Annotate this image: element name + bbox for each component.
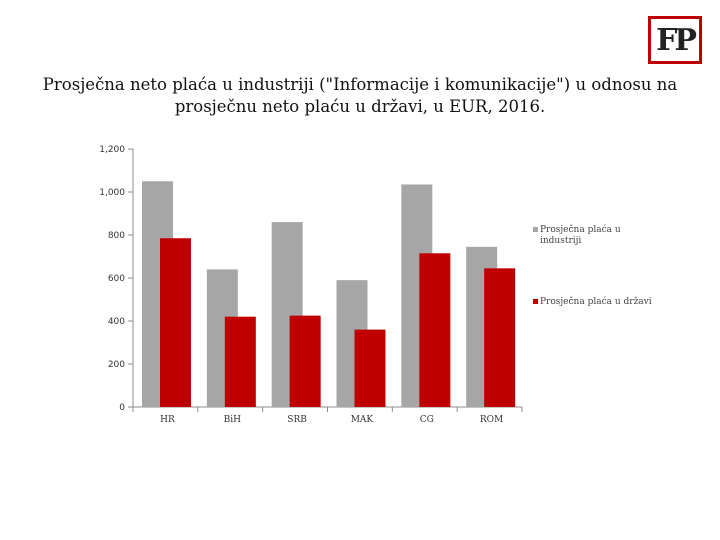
y-tick-label: 400 xyxy=(107,317,125,327)
legend-label-country: Prosječna plaća u državi xyxy=(540,297,652,307)
chart-bars xyxy=(142,181,515,407)
bar-country-hr xyxy=(160,238,191,407)
y-tick-label: 1,200 xyxy=(99,145,125,155)
x-category-label: BiH xyxy=(223,415,241,425)
bar-country-cg xyxy=(419,253,450,407)
x-category-label: ROM xyxy=(479,415,504,425)
bar-country-rom xyxy=(484,268,515,407)
bar-country-bih xyxy=(225,317,256,407)
y-tick-label: 600 xyxy=(107,274,125,284)
x-category-label: CG xyxy=(419,415,434,425)
bar-country-srb xyxy=(290,316,321,407)
x-category-label: SRB xyxy=(287,415,307,425)
y-tick-label: 200 xyxy=(107,360,125,370)
chart-legend xyxy=(533,224,652,307)
chart-title: Prosječna neto plaća u industriji ("Informacije i komunikacije") u odnosu na prosječnu neto plaću u državi, u EUR, 2016. xyxy=(42,75,678,116)
y-tick-label: 800 xyxy=(107,231,125,241)
legend-swatch-country xyxy=(533,299,538,304)
legend-label-industry: Prosječna plaća u industriji xyxy=(540,225,621,246)
x-category-label: HR xyxy=(160,415,175,425)
bar-country-mak xyxy=(355,330,386,407)
y-tick-label: 0 xyxy=(119,403,125,413)
legend-swatch-industry xyxy=(533,227,538,232)
y-tick-label: 1,000 xyxy=(99,188,125,198)
x-category-label: MAK xyxy=(350,415,374,425)
logo-text: FP xyxy=(656,23,694,58)
